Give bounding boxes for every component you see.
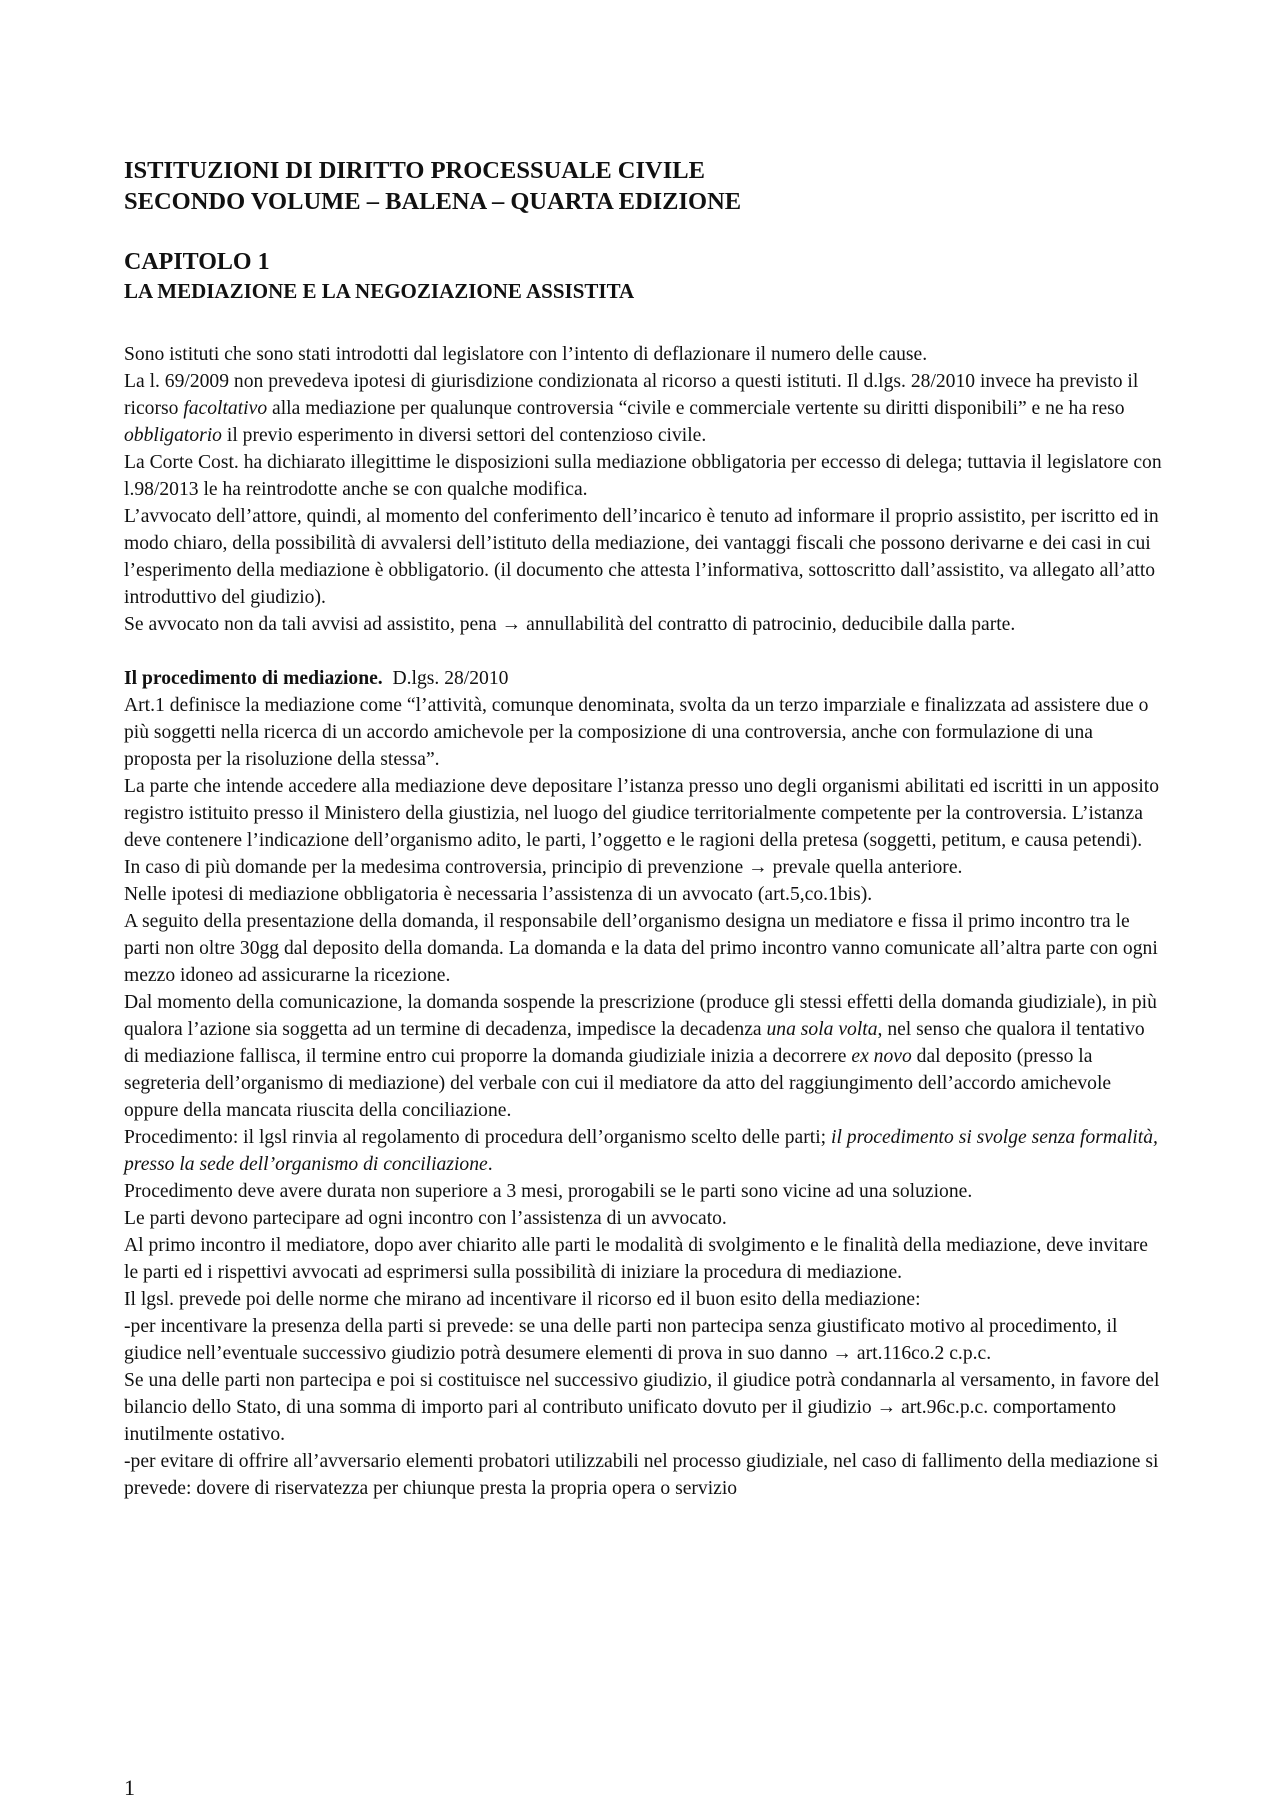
paragraph: Le parti devono partecipare ad ogni incontro con l’assistenza di un avvocato.: [124, 1208, 727, 1229]
paragraph: -per evitare di offrire all’avversario elementi probatori utilizzabili nel processo giudiziale, nel caso di fallimento della mediazione si prevede: dovere di riservatezza per chiunque presta la propria opera o servizio: [124, 1451, 1159, 1499]
intro-section: [124, 341, 1164, 638]
paragraph: Dal momento della comunicazione, la domanda sospende la prescrizione (produce gli stessi effetti della domanda giudiziale), in più qualora l’azione sia soggetta ad un termine di decadenza, impedisce la decadenza una sola volta, nel senso che qualora il tentativo di mediazione fallisca, il termine entro cui proporre la domanda giudiziale inizia a decorrere ex novo dal deposito (presso la segreteria dell’organismo di mediazione) del verbale con cui il mediatore da atto del raggiungimento dell’accordo amichevole oppure della mancata riuscita della conciliazione.: [124, 992, 1157, 1121]
procedimento-section: [124, 665, 1164, 1502]
paragraph: -per incentivare la presenza della parti si prevede: se una delle parti non partecipa senza giustificato motivo al procedimento, il giudice nell’eventuale successivo giudizio potrà desumere elementi di prova in suo danno → art.116co.2 c.p.c.: [124, 1316, 1118, 1364]
chapter-number: CAPITOLO 1: [124, 249, 270, 275]
paragraph: L’avvocato dell’attore, quindi, al momento del conferimento dell’incarico è tenuto ad informare il proprio assistito, per iscritto ed in modo chiaro, della possibilità di avvalersi dell’istituto della mediazione, dei vantaggi fiscali che possono derivarne e dei casi in cui l’esperimento della mediazione è obbligatorio. (il documento che attesta l’informativa, sottoscritto dall’assistito, va allegato all’atto introduttivo del giudizio).: [124, 506, 1159, 608]
paragraph: In caso di più domande per la medesima controversia, principio di prevenzione → prevale quella anteriore.: [124, 857, 963, 878]
emphasis: facoltativo: [183, 398, 268, 419]
paragraph: A seguito della presentazione della domanda, il responsabile dell’organismo designa un mediatore e fissa il primo incontro tra le parti non oltre 30gg dal deposito della domanda. La domanda e la data del primo incontro vanno comunicate all’altra parte con ogni mezzo idoneo ad assicurarne la ricezione.: [124, 911, 1158, 986]
paragraph: Nelle ipotesi di mediazione obbligatoria è necessaria l’assistenza di un avvocato (art.5,co.1bis).: [124, 884, 873, 905]
paragraph: Procedimento: il lgsl rinvia al regolamento di procedura dell’organismo scelto delle parti; il procedimento si svolge senza formalità, presso la sede dell’organismo di conciliazione.: [124, 1127, 1158, 1175]
section-heading-title: Il procedimento di mediazione.: [124, 668, 383, 689]
paragraph: Se una delle parti non partecipa e poi si costituisce nel successivo giudizio, il giudice potrà condannarla al versamento, in favore del bilancio dello Stato, di una somma di importo pari al contributo unificato dovuto per il giudizio → art.96c.p.c. comportamento inutilmente ostativo.: [124, 1370, 1160, 1445]
title-line-2: SECONDO VOLUME – BALENA – QUARTA EDIZIONE: [124, 188, 742, 215]
chapter-title: LA MEDIAZIONE E LA NEGOZIAZIONE ASSISTITA: [124, 279, 635, 303]
chapter-heading: [124, 247, 1164, 305]
document-title: [124, 155, 1164, 217]
paragraph: Sono istituti che sono stati introdotti dal legislatore con l’intento di deflazionare il numero delle cause.: [124, 344, 928, 365]
emphasis: il procedimento si svolge senza formalità, presso la sede dell’organismo di conciliazione: [124, 1127, 1158, 1175]
paragraph: La l. 69/2009 non prevedeva ipotesi di giurisdizione condizionata al ricorso a questi istituti. Il d.lgs. 28/2010 invece ha previsto il ricorso facoltativo alla mediazione per qualunque controversia “civile e commerciale vertente su diritti disponibili” e ne ha reso obbligatorio il previo esperimento in diversi settori del contenzioso civile.: [124, 371, 1139, 446]
page-number: 1: [124, 1775, 135, 1800]
paragraph: La parte che intende accedere alla mediazione deve depositare l’istanza presso uno degli organismi abilitati ed iscritti in un apposito registro istituito presso il Ministero della giustizia, nel luogo del giudice territorialmente competente per la controversia. L’istanza deve contenere l’indicazione dell’organismo adito, le parti, l’oggetto e le ragioni della pretesa (soggetti, petitum, e causa petendi).: [124, 776, 1160, 851]
title-line-1: ISTITUZIONI DI DIRITTO PROCESSUALE CIVILE: [124, 157, 705, 184]
emphasis: obbligatorio: [124, 425, 222, 446]
emphasis: ex novo: [851, 1046, 912, 1067]
paragraph: Procedimento deve avere durata non superiore a 3 mesi, prorogabili se le parti sono vicine ad una soluzione.: [124, 1181, 973, 1202]
section-heading-reference: D.lgs. 28/2010: [392, 668, 509, 689]
paragraph: Se avvocato non da tali avvisi ad assistito, pena → annullabilità del contratto di patrocinio, deducibile dalla parte.: [124, 614, 1016, 635]
paragraph: La Corte Cost. ha dichiarato illegittime le disposizioni sulla mediazione obbligatoria per eccesso di delega; tuttavia il legislatore con l.98/2013 le ha reintrodotte anche se con qualche modifica.: [124, 452, 1162, 500]
paragraph: Art.1 definisce la mediazione come “l’attività, comunque denominata, svolta da un terzo imparziale e finalizzata ad assistere due o più soggetti nella ricerca di un accordo amichevole per la composizione di una controversia, anche con formulazione di una proposta per la risoluzione della stessa”.: [124, 695, 1149, 770]
paragraph: Il lgsl. prevede poi delle norme che mirano ad incentivare il ricorso ed il buon esito della mediazione:: [124, 1289, 921, 1310]
paragraph: Al primo incontro il mediatore, dopo aver chiarito alle parti le modalità di svolgimento e le finalità della mediazione, deve invitare le parti ed i rispettivi avvocati ad esprimersi sulla possibilità di iniziare la procedura di mediazione.: [124, 1235, 1148, 1283]
document-page: [124, 155, 1164, 1502]
emphasis: una sola volta: [766, 1019, 878, 1040]
section-heading: [124, 665, 1164, 692]
